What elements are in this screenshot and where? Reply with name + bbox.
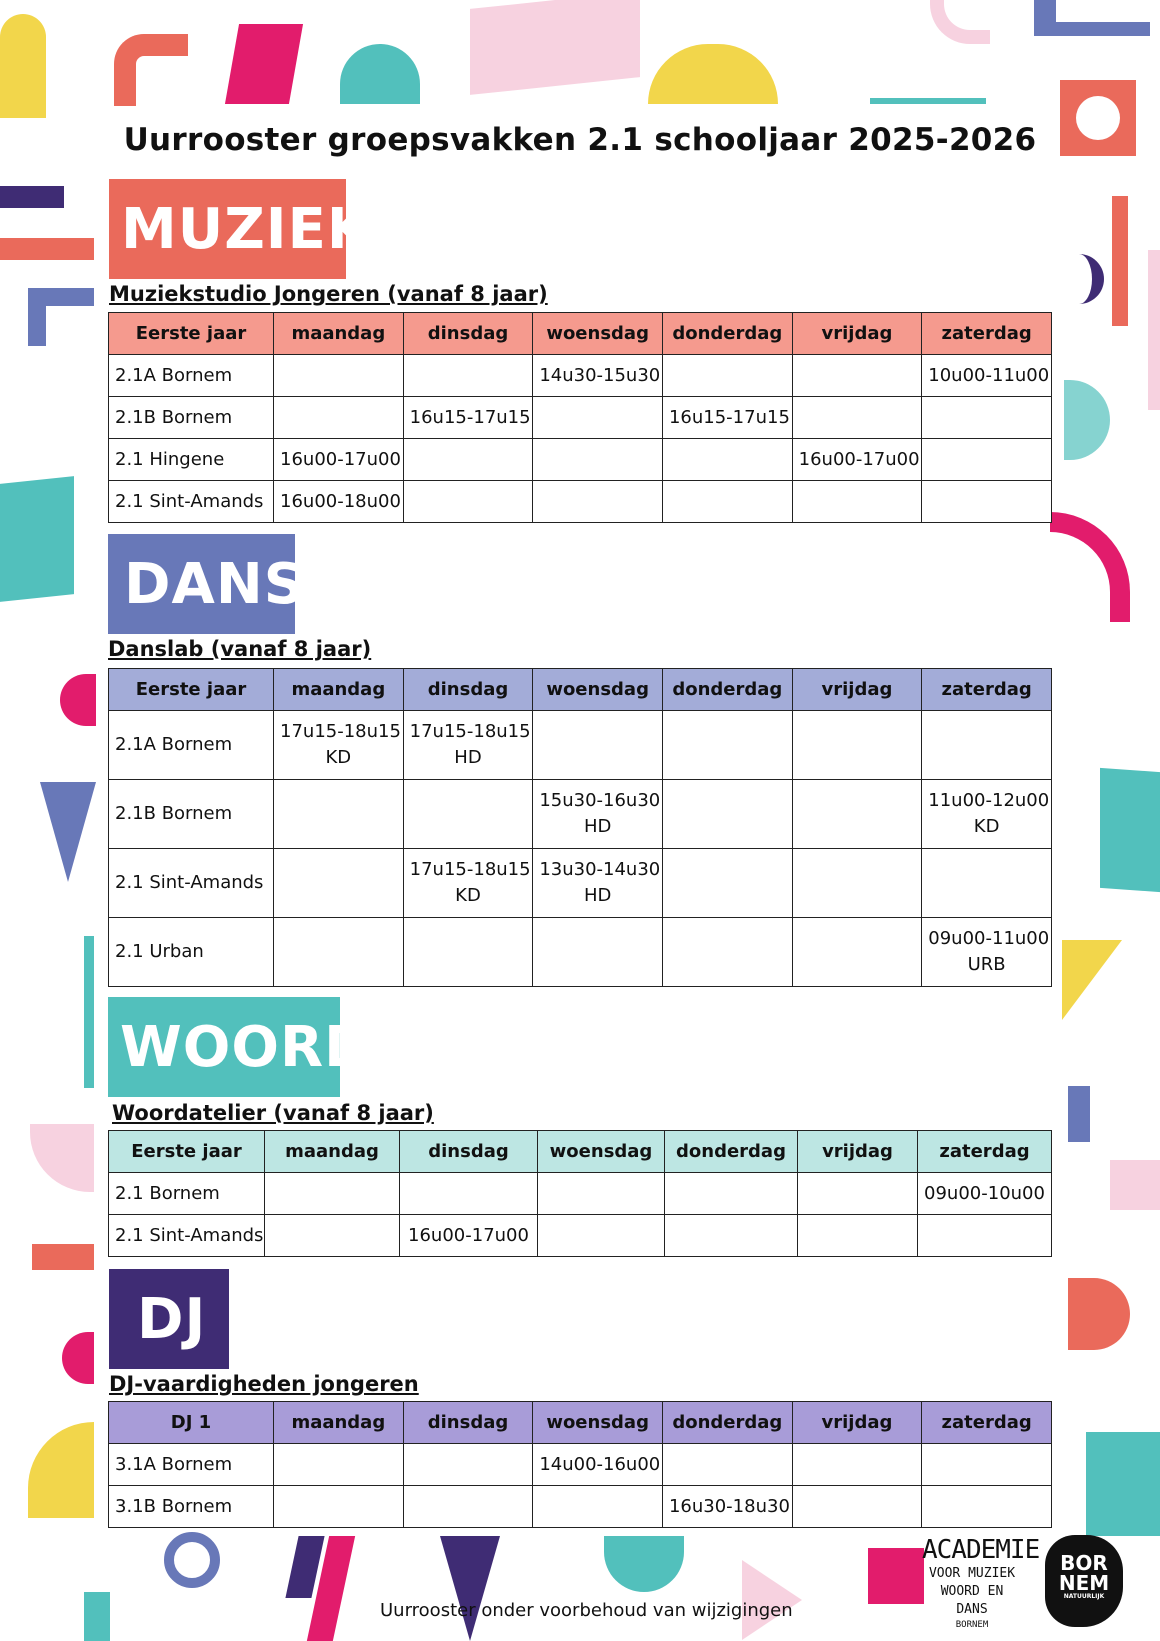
decor-shape — [648, 44, 778, 104]
time-cell — [922, 849, 1052, 918]
time-cell — [922, 918, 1052, 987]
time-cell — [792, 711, 922, 780]
table-row — [109, 1444, 1052, 1486]
column-header: woensdag — [538, 1131, 665, 1173]
decor-shape — [30, 1124, 94, 1192]
time-cell — [403, 918, 533, 987]
time-cell — [403, 849, 533, 918]
logo-text: ACADEMIE — [922, 1535, 1040, 1565]
time-cell: 16u00-18u00 — [274, 481, 404, 523]
time-range: 17u15-18u15 — [280, 721, 401, 742]
group-label: 2.1A Bornem — [109, 355, 274, 397]
column-header: maandag — [274, 313, 404, 355]
column-header: woensdag — [533, 669, 663, 711]
time-cell — [662, 1444, 792, 1486]
dj-subtitle: DJ-vaardigheden jongeren — [109, 1372, 419, 1396]
time-cell — [533, 1486, 663, 1528]
time-cell: 09u00-10u00 — [918, 1173, 1052, 1215]
time-cell — [403, 1486, 533, 1528]
decor-shape — [340, 44, 420, 104]
time-cell — [274, 849, 404, 918]
time-cell: 16u15-17u15 — [662, 397, 792, 439]
time-range: 17u15-18u15 — [409, 859, 531, 880]
time-cell — [792, 918, 922, 987]
time-cell — [538, 1173, 665, 1215]
decor-shape — [1086, 1432, 1160, 1536]
time-cell: 16u15-17u15 — [403, 397, 533, 439]
decor-shape — [868, 1548, 924, 1604]
teacher-code: KD — [455, 885, 481, 906]
time-cell — [274, 780, 404, 849]
decor-shape — [84, 1592, 110, 1641]
time-cell — [400, 1173, 538, 1215]
time-cell — [918, 1215, 1052, 1257]
time-cell — [662, 481, 792, 523]
time-cell — [662, 711, 792, 780]
column-header: zaterdag — [922, 669, 1052, 711]
teacher-code: HD — [583, 885, 612, 906]
muziek-subtitle: Muziekstudio Jongeren (vanaf 8 jaar) — [109, 282, 548, 306]
table-row — [109, 711, 1052, 780]
time-cell: 16u00-17u00 — [792, 439, 922, 481]
time-cell — [274, 397, 404, 439]
time-cell — [662, 849, 792, 918]
dj-banner: DJ — [109, 1269, 229, 1369]
decor-shape — [1110, 1160, 1160, 1210]
time-cell — [274, 918, 404, 987]
time-cell — [792, 355, 922, 397]
decor-shape — [0, 186, 64, 208]
column-header: vrijdag — [792, 669, 922, 711]
decor-shape — [84, 936, 94, 1088]
column-header: maandag — [265, 1131, 400, 1173]
decor-shape — [225, 24, 303, 104]
column-header: Eerste jaar — [109, 1131, 265, 1173]
teacher-code: URB — [967, 954, 1006, 975]
time-cell — [533, 439, 663, 481]
dans-banner: DANS — [108, 534, 295, 634]
academie-logo — [922, 1535, 1040, 1631]
time-cell — [662, 355, 792, 397]
table-header-row — [109, 313, 1052, 355]
table-row — [109, 397, 1052, 439]
decor-shape — [1064, 380, 1110, 460]
time-cell — [403, 355, 533, 397]
decor-shape — [60, 674, 96, 726]
woord-subtitle: Woordatelier (vanaf 8 jaar) — [112, 1101, 434, 1125]
group-label: 2.1 Sint-Amands — [109, 1215, 265, 1257]
time-cell — [403, 481, 533, 523]
column-header: dinsdag — [403, 669, 533, 711]
time-cell — [274, 1486, 404, 1528]
time-cell — [403, 780, 533, 849]
table-row — [109, 1215, 1052, 1257]
group-label: 2.1 Bornem — [109, 1173, 265, 1215]
woord-schedule-table — [108, 1130, 1052, 1257]
time-cell: 16u00-17u00 — [400, 1215, 538, 1257]
bornem-logo — [1045, 1535, 1123, 1627]
decor-shape — [40, 782, 96, 882]
table-header-row — [109, 669, 1052, 711]
decor-shape — [164, 1532, 220, 1588]
column-header: woensdag — [533, 313, 663, 355]
dj-schedule-table — [108, 1401, 1052, 1528]
time-cell: 10u00-11u00 — [922, 355, 1052, 397]
woord-banner: WOORD — [108, 997, 340, 1097]
decor-shape — [1068, 1086, 1090, 1142]
page-title: Uurrooster groepsvakken 2.1 schooljaar 2025-2026 — [123, 122, 1037, 158]
time-cell — [533, 711, 663, 780]
column-header: maandag — [274, 669, 404, 711]
teacher-code: HD — [583, 816, 612, 837]
time-cell — [533, 849, 663, 918]
decor-shape — [1112, 196, 1128, 326]
time-cell — [922, 481, 1052, 523]
decor-shape — [32, 1244, 94, 1270]
time-cell: 14u00-16u00 — [533, 1444, 663, 1486]
dans-schedule-table — [108, 668, 1052, 987]
time-cell: 16u00-17u00 — [274, 439, 404, 481]
muziek-schedule-table — [108, 312, 1052, 523]
time-cell — [922, 780, 1052, 849]
decor-shape — [1034, 0, 1150, 36]
time-cell: 16u30-18u30 — [662, 1486, 792, 1528]
teacher-code: KD — [325, 747, 352, 768]
decor-shape — [114, 34, 188, 106]
footer-note: Uurrooster onder voorbehoud van wijzigingen — [380, 1600, 793, 1621]
decor-shape — [0, 476, 74, 602]
table-header-row — [109, 1402, 1052, 1444]
table-row — [109, 918, 1052, 987]
table-row — [109, 849, 1052, 918]
time-cell — [665, 1215, 798, 1257]
time-cell — [265, 1215, 400, 1257]
column-header: zaterdag — [922, 1402, 1052, 1444]
muziek-banner: MUZIEK — [109, 179, 346, 279]
time-cell — [274, 1444, 404, 1486]
time-cell — [922, 397, 1052, 439]
time-cell — [533, 780, 663, 849]
logo-text: BOR — [1060, 1551, 1108, 1575]
time-cell — [922, 711, 1052, 780]
time-cell — [662, 780, 792, 849]
logo-text: NEM — [1058, 1571, 1110, 1595]
logo-text: WOORD EN DANS — [940, 1584, 1004, 1617]
table-row — [109, 1173, 1052, 1215]
time-cell — [403, 1444, 533, 1486]
time-range: 17u15-18u15 — [409, 721, 531, 742]
decor-shape — [1148, 250, 1160, 410]
column-header: donderdag — [665, 1131, 798, 1173]
decor-shape — [1068, 1278, 1130, 1350]
group-label: 2.1 Urban — [109, 918, 274, 987]
time-cell — [538, 1215, 665, 1257]
column-header: dinsdag — [400, 1131, 538, 1173]
time-cell — [533, 397, 663, 439]
decor-shape — [1062, 940, 1122, 1020]
time-cell — [922, 439, 1052, 481]
decor-shape — [440, 1536, 500, 1641]
group-label: 2.1 Hingene — [109, 439, 274, 481]
table-row — [109, 355, 1052, 397]
column-header: Eerste jaar — [109, 669, 274, 711]
time-cell — [792, 1486, 922, 1528]
time-cell — [533, 918, 663, 987]
column-header: zaterdag — [922, 313, 1052, 355]
column-header: woensdag — [533, 1402, 663, 1444]
time-cell — [922, 1486, 1052, 1528]
group-label: 2.1A Bornem — [109, 711, 274, 780]
time-range: 15u30-16u30 — [539, 790, 661, 811]
group-label: 3.1B Bornem — [109, 1486, 274, 1528]
decor-shape — [28, 288, 94, 346]
decor-shape — [0, 238, 94, 260]
column-header: dinsdag — [403, 1402, 533, 1444]
column-header: vrijdag — [792, 1402, 922, 1444]
decor-shape — [62, 1332, 94, 1384]
time-cell — [533, 481, 663, 523]
decor-shape — [1064, 254, 1104, 304]
column-header: Eerste jaar — [109, 313, 274, 355]
time-cell — [274, 355, 404, 397]
column-header: vrijdag — [792, 313, 922, 355]
column-header: DJ 1 — [109, 1402, 274, 1444]
group-label: 2.1 Sint-Amands — [109, 849, 274, 918]
time-cell — [792, 481, 922, 523]
time-cell — [665, 1173, 798, 1215]
time-range: 13u30-14u30 — [539, 859, 661, 880]
time-range: 11u00-12u00 — [928, 790, 1050, 811]
table-row — [109, 1486, 1052, 1528]
group-label: 2.1B Bornem — [109, 780, 274, 849]
decor-shape — [470, 0, 640, 95]
column-header: zaterdag — [918, 1131, 1052, 1173]
table-row — [109, 780, 1052, 849]
decor-shape — [930, 0, 990, 44]
time-cell — [265, 1173, 400, 1215]
column-header: donderdag — [662, 669, 792, 711]
time-cell — [792, 1444, 922, 1486]
decor-shape — [604, 1536, 684, 1592]
group-label: 3.1A Bornem — [109, 1444, 274, 1486]
time-cell — [274, 711, 404, 780]
logo-text: VOOR MUZIEK — [928, 1566, 1016, 1581]
group-label: 2.1B Bornem — [109, 397, 274, 439]
decor-shape — [870, 98, 986, 104]
dans-subtitle: Danslab (vanaf 8 jaar) — [108, 637, 372, 661]
time-cell — [922, 1444, 1052, 1486]
decor-shape — [28, 1422, 94, 1518]
table-header-row — [109, 1131, 1052, 1173]
time-cell — [662, 918, 792, 987]
time-cell: 14u30-15u30 — [533, 355, 663, 397]
time-cell — [403, 711, 533, 780]
time-cell — [798, 1173, 918, 1215]
logo-text: NATUURLIJK — [1063, 1593, 1105, 1600]
column-header: donderdag — [662, 313, 792, 355]
logo-text: BORNEM — [955, 1620, 989, 1630]
time-range: 09u00-11u00 — [928, 928, 1050, 949]
column-header: donderdag — [662, 1402, 792, 1444]
column-header: vrijdag — [798, 1131, 918, 1173]
column-header: maandag — [274, 1402, 404, 1444]
teacher-code: HD — [454, 747, 482, 768]
decor-shape — [1100, 768, 1160, 892]
decor-shape — [1050, 512, 1130, 622]
table-row — [109, 481, 1052, 523]
time-cell — [798, 1215, 918, 1257]
time-cell — [403, 439, 533, 481]
time-cell — [662, 439, 792, 481]
time-cell — [792, 849, 922, 918]
teacher-code: KD — [973, 816, 1000, 837]
group-label: 2.1 Sint-Amands — [109, 481, 274, 523]
table-row — [109, 439, 1052, 481]
time-cell — [792, 780, 922, 849]
time-cell — [792, 397, 922, 439]
column-header: dinsdag — [403, 313, 533, 355]
decor-shape — [0, 14, 46, 118]
